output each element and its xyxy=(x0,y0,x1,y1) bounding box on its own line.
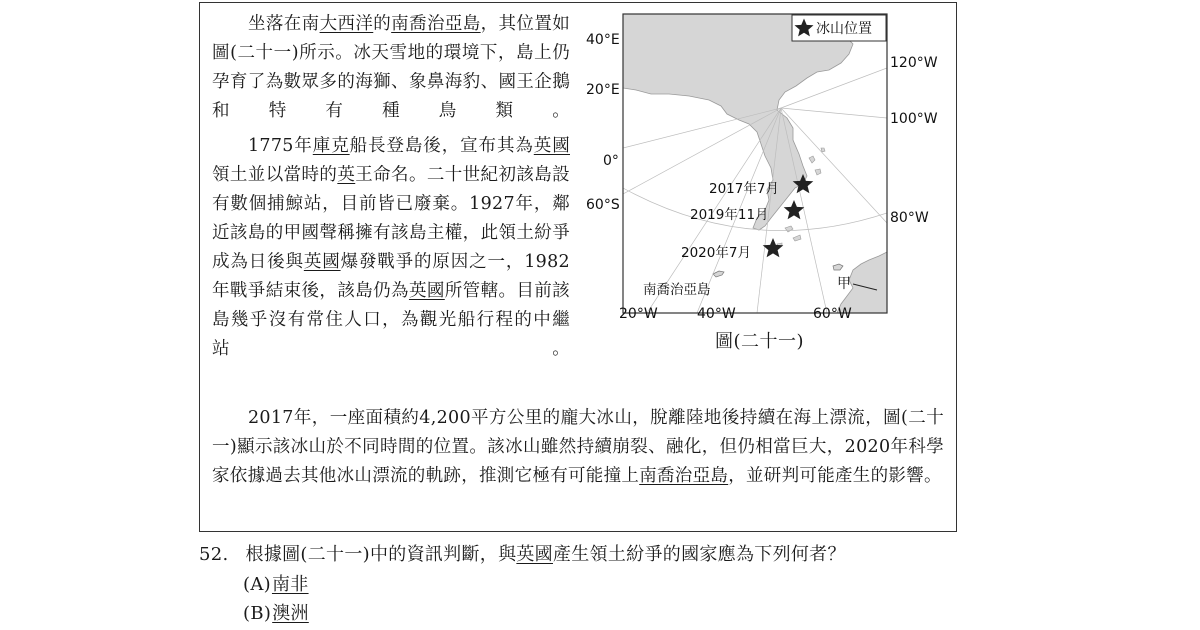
option-a-text: 南非 xyxy=(271,574,309,595)
country-uk: 英國 xyxy=(516,544,553,565)
question-stem: 52. 根據圖(二十一)中的資訊判斷，與英國產生領土紛爭的國家應為下列何者？ xyxy=(199,544,846,565)
answer-option-a[interactable]: (A)南非 xyxy=(243,574,309,595)
passage-paragraph-3: 2017年，一座面積約4,200平方公里的龐大冰山，脫離陸地後持續在海上漂流，圖(二十一)顯示該冰山於不同時間的位置。該冰山雖然持續崩裂、融化，但仍相當巨大，2020年科學家依據過去其他冰山漂流的軌跡，推測它極有可能撞上南喬治亞島，並研判可能產生的影響。 xyxy=(212,408,944,486)
country-label: 甲 xyxy=(837,276,851,292)
country-uk: 英國 xyxy=(533,136,570,156)
iceberg-label-2019: 2019年11月 xyxy=(690,207,769,223)
island-label: 南喬治亞島 xyxy=(643,282,711,298)
passage-paragraph-2: 1775年庫克船長登島後，宣布其為英國領土並以當時的英王命名。二十世紀初該島設有數個捕鯨站，目前皆已廢棄。1927年，鄰近該島的甲國聲稱擁有該島主權，此領土紛爭成為日後與英國爆發戰爭的原因之一，1982年戰爭結束後，該島仍為英國所管轄。目前該島幾乎沒有常住人口，為觀光船行程的中繼站。 xyxy=(212,136,570,359)
lon-label-100w: 100°W xyxy=(890,111,938,127)
answer-option-b[interactable]: (B)澳洲 xyxy=(243,603,309,624)
passage-paragraph-1: 坐落在南大西洋的南喬治亞島，其位置如圖(二十一)所示。冰天雪地的環境下，島上仍孕育了為數眾多的海獅、象鼻海豹、國王企鵝和特有種鳥類。 xyxy=(212,14,571,121)
lon-label-0: 0° xyxy=(603,153,619,169)
lat-label-60s: 60°S xyxy=(586,197,620,213)
lon-label-40e: 40°E xyxy=(586,32,620,48)
country-uk-short: 英 xyxy=(337,165,356,185)
figure-caption: 圖(二十一) xyxy=(715,331,805,352)
option-b-text: 澳洲 xyxy=(272,603,309,624)
place-atlantic: 大西洋 xyxy=(319,14,374,34)
iceberg-label-2017: 2017年7月 xyxy=(709,181,779,197)
iceberg-map xyxy=(581,8,938,322)
person-cook: 庫克 xyxy=(312,136,350,156)
lon-label-20w: 20°W xyxy=(619,306,658,322)
lon-label-60w: 60°W xyxy=(813,306,852,322)
lon-label-80w: 80°W xyxy=(890,210,929,226)
country-uk: 英國 xyxy=(303,252,341,272)
country-uk: 英國 xyxy=(408,281,445,301)
iceberg-label-2020: 2020年7月 xyxy=(681,245,751,261)
place-south-georgia: 南喬治亞島 xyxy=(391,14,481,34)
question-number: 52. xyxy=(199,544,229,565)
lon-label-40w: 40°W xyxy=(697,306,736,322)
legend-label: 冰山位置 xyxy=(816,21,872,37)
place-south-georgia: 南喬治亞島 xyxy=(639,466,729,486)
lon-label-120w: 120°W xyxy=(890,55,938,71)
lon-label-20e: 20°E xyxy=(586,82,620,98)
